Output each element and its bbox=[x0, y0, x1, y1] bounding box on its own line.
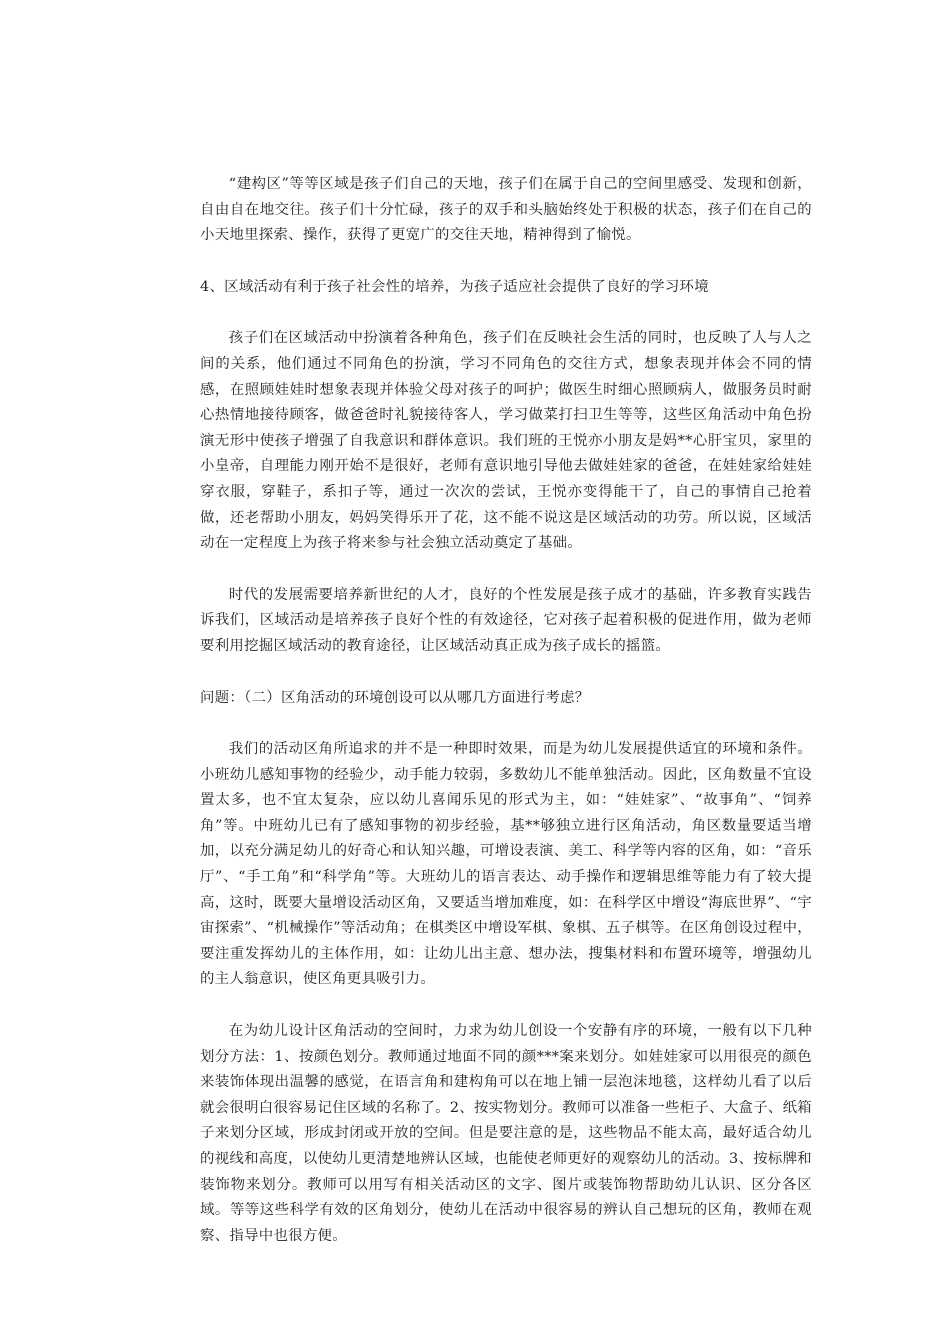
paragraph-gap bbox=[200, 557, 812, 583]
paragraph-building-area: “建构区”等等区域是孩子们自己的天地，孩子们在属于自己的空间里感受、发现和创新，自由自在地交往。孩子们十分忙碌，孩子的双手和头脑始终处于积极的状态，孩子们在自己的小天地里探索、操作，获得了更宽广的交往天地，精神得到了愉悦。 bbox=[200, 176, 812, 244]
paragraph-role-play: 孩子们在区域活动中扮演着各种角色，孩子们在反映社会生活的同时，也反映了人与人之间的关系，他们通过不同角色的扮演，学习不同角色的交往方式，想象表现并体会不同的情感，在照顾娃娃时想象表现并体验父母对孩子的呵护；做医生时细心照顾病人，做服务员时耐心热情地接待顾客，做爸爸时礼貌接待客人，学习做菜打扫卫生等等，这些区角活动中角色扮演无形中使孩子增强了自我意识和群体意识。我们班的王悦亦小朋友是妈**心肝宝贝，家里的小皇帝，自理能力刚开始不是很好，老师有意识地引导他去做娃娃家的爸爸，在娃娃家给娃娃穿衣服，穿鞋子，系扣子等，通过一次次的尝试，王悦亦变得能干了，自己的事情自己抢着做，还老帮助小朋友，妈妈笑得乐开了花，这不能不说这是区域活动的功劳。所以说，区域活动在一定程度上为孩子将来参与社会独立活动奠定了基础。 bbox=[200, 330, 812, 552]
paragraph-gap bbox=[200, 711, 812, 737]
question-heading-2: 问题：（二）区角活动的环境创设可以从哪几方面进行考虑？ bbox=[200, 689, 590, 706]
paragraph-gap bbox=[200, 300, 812, 326]
paragraph-personality: 时代的发展需要培养新世纪的人才，良好的个性发展是孩子成才的基础，许多教育实践告诉我们，区域活动是培养孩子良好个性的有效途径，它对孩子起着积极的促进作用，做为老师要利用挖掘区域活动的教育途径，让区域活动真正成为孩子成长的摇篮。 bbox=[200, 586, 812, 654]
paragraph-gap bbox=[200, 660, 812, 686]
paragraph-gap bbox=[200, 249, 812, 275]
document-body bbox=[200, 172, 812, 1249]
paragraph-area-design: 我们的活动区角所追求的并不是一种即时效果，而是为幼儿发展提供适宜的环境和条件。小班幼儿感知事物的经验少，动手能力较弱，多数幼儿不能单独活动。因此，区角数量不宜设置太多，也不宜太复杂，应以幼儿喜闻乐见的形式为主，如：“娃娃家”、“故事角”、“饲养角”等。中班幼儿已有了感知事物的初步经验，基**够独立进行区角活动，角区数量要适当增加，以充分满足幼儿的好奇心和认知兴趣，可增设表演、美工、科学等内容的区角，如：“音乐厅”、“手工角”和“科学角”等。大班幼儿的语言表达、动手操作和逻辑思维等能力有了较大提高，这时，既要大量增设活动区角，又要适当增加难度，如：在科学区中增设“海底世界”、“宇宙探索”、“机械操作”等活动角；在棋类区中增设军棋、象棋、五子棋等。在区角创设过程中，要注重发挥幼儿的主体作用，如：让幼儿出主意、想办法，搜集材料和布置环境等，增强幼儿的主人翁意识，使区角更具吸引力。 bbox=[200, 741, 812, 988]
paragraph-gap bbox=[200, 993, 812, 1019]
paragraph-space-division: 在为幼儿设计区角活动的空间时，力求为幼儿创设一个安静有序的环境，一般有以下几种划分方法：1、按颜色划分。教师通过地面不同的颜***案来划分。如娃娃家可以用很亮的颜色来装饰体现出温馨的感觉，在语言角和建构角可以在地上铺一层泡沫地毯，这样幼儿看了以后就会很明白很容易记住区域的名称了。2、按实物划分。教师可以准备一些柜子、大盒子、纸箱子来划分区域，形成封闭或开放的空间。但是要注意的是，这些物品不能太高，最好适合幼儿的视线和高度，以使幼儿更清楚地辨认区域，也能使老师更好的观察幼儿的活动。3、按标牌和装饰物来划分。教师可以用写有相关活动区的文字、图片或装饰物帮助幼儿认识、区分各区域。等等这些科学有效的区角划分，使幼儿在活动中很容易的辨认自己想玩的区角，教师在观察、指导中也很方便。 bbox=[200, 1023, 812, 1244]
section-heading-4: 4、区域活动有利于孩子社会性的培养，为孩子适应社会提供了良好的学习环境 bbox=[200, 278, 709, 295]
